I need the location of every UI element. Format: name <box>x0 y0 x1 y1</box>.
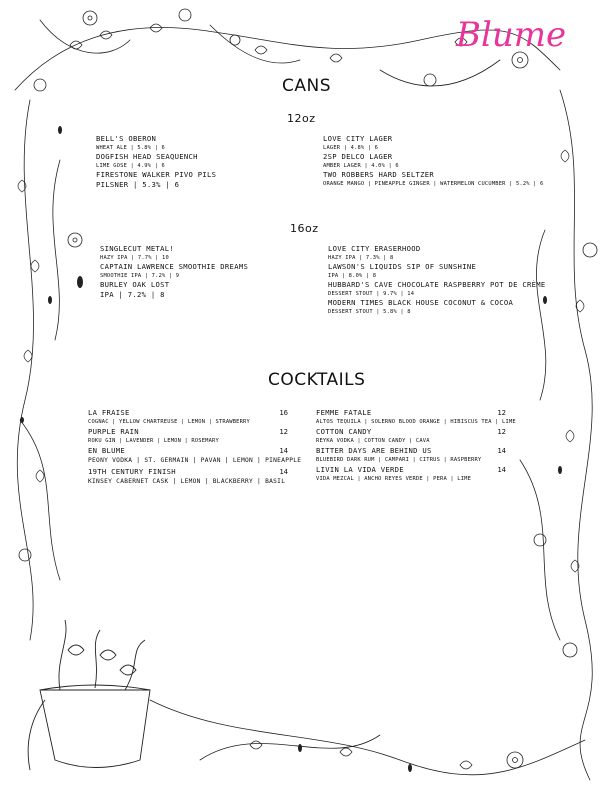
cocktails-right <box>316 408 516 484</box>
cans-16oz-left <box>100 244 310 300</box>
can-item <box>100 280 310 300</box>
can-name: DOGFISH HEAD SEAQUENCH <box>96 152 198 161</box>
can-details: LAGER | 4.8% | 6 <box>323 145 379 151</box>
section-size-12oz: 12oz <box>287 112 316 125</box>
cocktail-item <box>88 446 302 466</box>
can-name: SINGLECUT METAL! <box>100 244 175 253</box>
cocktail-name: EN BLUME <box>88 446 126 455</box>
cocktail-details: PEONY VODKA | ST. GERMAIN | PAVAN | LEMON | PINEAPPLE <box>88 457 302 464</box>
can-item <box>96 170 296 190</box>
cocktail-name: LA FRAISE <box>88 408 130 417</box>
can-item <box>323 134 523 152</box>
can-details: IPA | 8.0% | 8 <box>328 273 377 279</box>
cocktail-price: 12 <box>497 427 506 436</box>
svg-text:Blume: Blume <box>456 15 567 55</box>
cocktail-name: BITTER DAYS ARE BEHIND US <box>316 446 432 455</box>
cocktail-name: LIVIN LA VIDA VERDE <box>316 465 404 474</box>
cocktail-details: REYKA VODKA | COTTON CANDY | CAVA <box>316 438 430 444</box>
cans-title: CANS <box>282 76 332 96</box>
cocktail-price: 16 <box>279 408 288 417</box>
cocktail-item <box>316 408 516 426</box>
can-name: LOVE CITY LAGER <box>323 134 393 143</box>
cocktail-item <box>316 446 506 464</box>
cocktail-price: 14 <box>279 446 288 455</box>
can-name: BURLEY OAK LOST <box>100 280 170 289</box>
cocktail-details: ALTOS TEQUILA | SOLERNO BLOOD ORANGE | HIBISCUS TEA | LIME <box>316 419 516 425</box>
can-details: IPA | 7.2% | 8 <box>100 290 165 299</box>
can-name: HUBBARD'S CAVE CHOCOLATE RASPBERRY POT DE CRÈME <box>328 280 546 289</box>
cocktails-title: COCKTAILS <box>268 370 366 390</box>
cocktail-details: BLUEBIRD DARK RUM | CAMPARI | CITRUS | RASPBERRY <box>316 457 482 463</box>
can-item <box>100 244 310 262</box>
cocktail-price: 14 <box>279 467 288 476</box>
can-name: FIRESTONE WALKER PIVO PILS <box>96 170 217 179</box>
cocktail-details: COGNAC | YELLOW CHARTREUSE | LEMON | STRAWBERRY <box>88 419 250 425</box>
section-size-16oz: 16oz <box>290 222 319 235</box>
can-item <box>100 262 310 280</box>
can-item <box>328 298 538 316</box>
potted-plant <box>28 620 150 770</box>
can-details: HAZY IPA | 7.7% | 10 <box>100 255 169 261</box>
can-name: LOVE CITY ERASERHOOD <box>328 244 421 253</box>
can-name: LAWSON'S LIQUIDS SIP OF SUNSHINE <box>328 262 477 271</box>
cans-12oz-right <box>323 134 544 188</box>
cocktail-price: 12 <box>279 427 288 436</box>
cocktail-name: 19TH CENTURY FINISH <box>88 467 176 476</box>
can-item <box>96 152 296 170</box>
can-details: ORANGE MANGO | PINEAPPLE GINGER | WATERMELON CUCUMBER | 5.2% | 6 <box>323 181 544 187</box>
can-details: SMOOTHIE IPA | 7.2% | 9 <box>100 273 180 279</box>
can-item <box>328 280 546 298</box>
can-details: DESSERT STOUT | 5.8% | 8 <box>328 309 411 315</box>
cocktail-item <box>88 408 288 426</box>
can-item <box>328 262 538 280</box>
can-item <box>323 170 544 188</box>
can-item <box>328 244 538 262</box>
cocktail-price: 14 <box>497 465 506 474</box>
can-name: 2SP DELCO LAGER <box>323 152 393 161</box>
cans-16oz-right <box>328 244 546 316</box>
cans-12oz-left <box>96 134 296 190</box>
cocktail-details: VIDA MEZCAL | ANCHO REYES VERDE | PERA | LIME <box>316 476 472 482</box>
cocktail-item <box>88 467 288 487</box>
cocktail-details: KINSEY CABERNET CASK | LEMON | BLACKBERRY | BASIL <box>88 478 286 485</box>
blume-logo <box>452 12 592 56</box>
can-item <box>323 152 523 170</box>
cocktail-item <box>316 465 506 483</box>
can-item <box>96 134 296 152</box>
can-name: BELL'S OBERON <box>96 134 157 143</box>
cocktails-left <box>88 408 302 488</box>
cocktail-price: 12 <box>497 408 506 417</box>
can-details: LIME GOSE | 4.9% | 6 <box>96 163 165 169</box>
can-details: PILSNER | 5.3% | 6 <box>96 180 180 189</box>
can-details: WHEAT ALE | 5.8% | 6 <box>96 145 165 151</box>
can-details: DESSERT STOUT | 9.7% | 14 <box>328 291 415 297</box>
cocktail-item <box>316 427 506 445</box>
can-details: HAZY IPA | 7.3% | 8 <box>328 255 394 261</box>
cocktail-price: 14 <box>497 446 506 455</box>
cocktail-name: COTTON CANDY <box>316 427 372 436</box>
cocktail-details: ROKU GIN | LAVENDER | LEMON | ROSEMARY <box>88 438 219 444</box>
cocktail-name: PURPLE RAIN <box>88 427 139 436</box>
can-name: MODERN TIMES BLACK HOUSE COCONUT & COCOA <box>328 298 514 307</box>
can-details: AMBER LAGER | 4.0% | 6 <box>323 163 399 169</box>
can-name: CAPTAIN LAWRENCE SMOOTHIE DREAMS <box>100 262 249 271</box>
can-name: TWO ROBBERS HARD SELTZER <box>323 170 435 179</box>
cocktail-name: FEMME FATALE <box>316 408 372 417</box>
cocktail-item <box>88 427 288 445</box>
